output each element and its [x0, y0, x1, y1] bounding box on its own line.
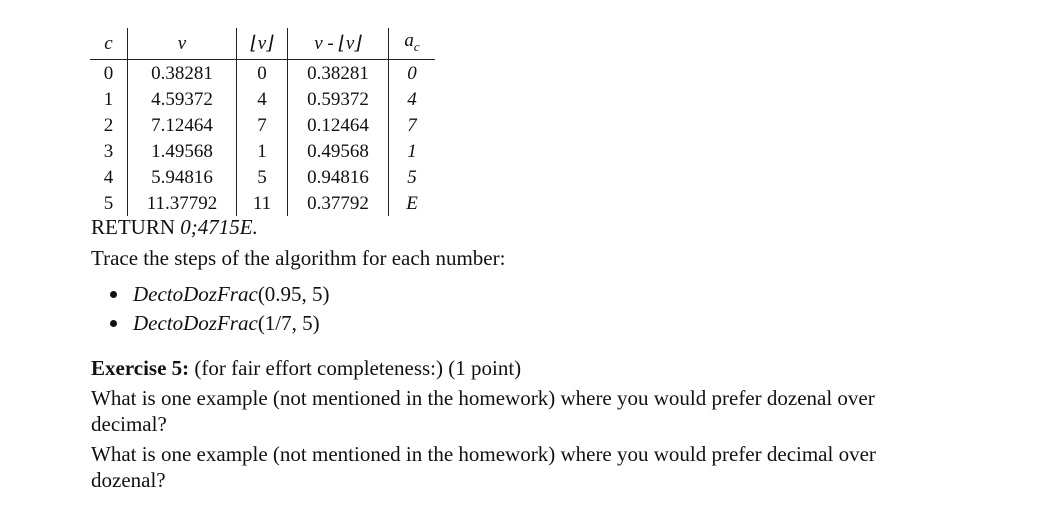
return-keyword: RETURN: [91, 215, 181, 239]
bullet-icon: [110, 320, 117, 327]
cell-floor: 5: [237, 164, 288, 190]
cell-frac: 0.49568: [288, 138, 389, 164]
table-header-row: [90, 28, 435, 60]
cell-c: 3: [90, 138, 128, 164]
exercise-label: Exercise 5:: [91, 356, 190, 380]
cell-v: 0.38281: [128, 60, 237, 87]
cell-v: 11.37792: [128, 190, 237, 216]
table-row: [90, 112, 435, 138]
cell-ac: E: [406, 192, 418, 214]
cell-floor: 4: [237, 86, 288, 112]
return-statement: [91, 214, 258, 240]
exercise-heading: [91, 355, 521, 381]
table-row: [90, 60, 435, 87]
function-name: DectoDozFrac: [133, 282, 258, 306]
header-a-c-subscript: c: [413, 38, 420, 54]
question-2-line-1: What is one example (not mentioned in the homework) where you would prefer decimal over: [91, 442, 876, 466]
cell-ac: 5: [407, 166, 417, 188]
exercise-description: (for fair effort completeness:) (1 point): [189, 356, 522, 380]
list-item: [108, 280, 330, 309]
cell-floor: 11: [237, 190, 288, 216]
cell-v: 4.59372: [128, 86, 237, 112]
cell-floor: 1: [237, 138, 288, 164]
header-a-c-base: a: [404, 30, 414, 51]
cell-frac: 0.94816: [288, 164, 389, 190]
table-row: [90, 86, 435, 112]
function-name: DectoDozFrac: [133, 311, 258, 335]
header-c: c: [90, 28, 128, 60]
cell-floor: 0: [237, 60, 288, 87]
header-fractional-part: v - ⌊v⌋: [288, 28, 389, 60]
cell-c: 5: [90, 190, 128, 216]
list-item: [108, 309, 330, 338]
cell-ac: 7: [407, 114, 417, 136]
cell-frac: 0.37792: [288, 190, 389, 216]
cell-ac: 0: [407, 62, 417, 84]
cell-frac: 0.38281: [288, 60, 389, 87]
question-1-line-2: decimal?: [91, 412, 167, 436]
question-2-line-2: dozenal?: [91, 468, 166, 492]
bullet-list: [108, 280, 330, 338]
header-v: v: [128, 28, 237, 60]
table-row: [90, 190, 435, 216]
table-row: [90, 138, 435, 164]
cell-frac: 0.59372: [288, 86, 389, 112]
table-row: [90, 164, 435, 190]
cell-ac: 1: [407, 140, 417, 162]
cell-frac: 0.12464: [288, 112, 389, 138]
cell-c: 2: [90, 112, 128, 138]
algorithm-trace-table: [90, 28, 435, 216]
cell-v: 7.12464: [128, 112, 237, 138]
question-1-line-1: What is one example (not mentioned in the homework) where you would prefer dozenal over: [91, 386, 875, 410]
cell-c: 0: [90, 60, 128, 87]
cell-c: 4: [90, 164, 128, 190]
function-args: (1/7, 5): [257, 311, 320, 335]
header-floor-v: ⌊v⌋: [237, 28, 288, 60]
cell-c: 1: [90, 86, 128, 112]
cell-v: 5.94816: [128, 164, 237, 190]
cell-ac: 4: [407, 88, 417, 110]
function-args: (0.95, 5): [257, 282, 330, 306]
header-a-c: [389, 28, 436, 60]
trace-prompt: Trace the steps of the algorithm for each number:: [91, 246, 506, 270]
cell-v: 1.49568: [128, 138, 237, 164]
return-value: 0;4715E.: [180, 215, 258, 239]
cell-floor: 7: [237, 112, 288, 138]
bullet-icon: [110, 291, 117, 298]
